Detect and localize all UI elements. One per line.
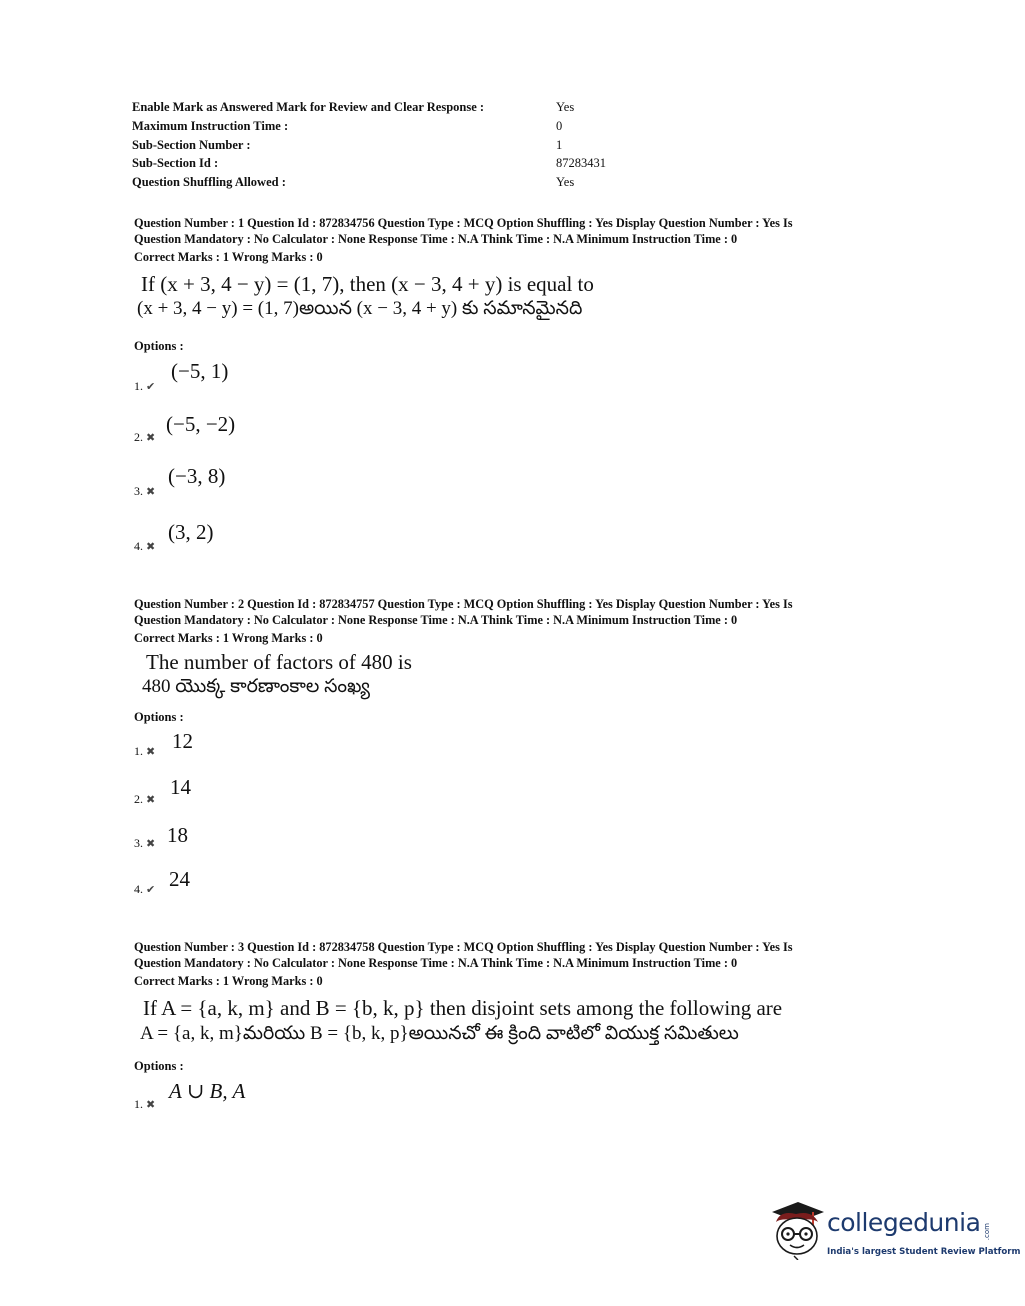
cross-icon: ✖ [146,541,156,553]
question-1-header-line2: Question Mandatory : No Calculator : None Response Time : N.A Think Time : N.A Minimum Instruction Time : 0 [134,232,738,246]
meta-label-sub-section-number: Sub-Section Number : [132,138,251,152]
question-1-option-4 [134,537,155,555]
question-3-header-line2: Question Mandatory : No Calculator : None Response Time : N.A Think Time : N.A Minimum Instruction Time : 0 [134,956,738,970]
question-3-options-label: Options : [134,1059,184,1073]
question-1-header-line1: Question Number : 1 Question Id : 872834756 Question Type : MCQ Option Shuffling : Yes Display Question Number : Yes Is [134,216,793,230]
cross-icon: ✖ [146,794,156,806]
question-1-text-english: If (x + 3, 4 − y) = (1, 7), then (x − 3, 4 + y) is equal to [141,272,594,296]
cross-icon: ✖ [146,432,156,444]
cross-icon: ✖ [146,486,156,498]
option-number: 1. [134,744,143,758]
question-1-option-1-value: (−5, 1) [171,359,229,383]
meta-value-question-shuffling: Yes [556,175,575,189]
question-3-header-line1: Question Number : 3 Question Id : 872834758 Question Type : MCQ Option Shuffling : Yes Display Question Number : Yes Is [134,940,793,954]
question-2-option-1 [134,742,155,760]
question-3-text-telugu: A = {a, k, m}మరియు B = {b, k, p}అయినచో ఈ క్రింది వాటిలో వియుక్త సమితులు [140,1023,739,1044]
question-2-option-2 [134,790,155,808]
option-number: 1. [134,379,143,393]
meta-value-sub-section-number: 1 [556,138,563,152]
cross-icon: ✖ [146,1099,156,1111]
question-2-option-4 [134,880,155,898]
meta-label-sub-section-id: Sub-Section Id : [132,156,219,170]
meta-label-question-shuffling: Question Shuffling Allowed : [132,175,286,189]
question-2-header-line1: Question Number : 2 Question Id : 872834757 Question Type : MCQ Option Shuffling : Yes Display Question Number : Yes Is [134,597,793,611]
check-icon: ✔ [146,884,156,896]
question-2-header [134,596,894,646]
cross-icon: ✖ [146,746,156,758]
question-1-marks: Correct Marks : 1 Wrong Marks : 0 [134,250,323,264]
collegedunia-logo-suffix: .com [983,1223,991,1241]
meta-value-sub-section-id: 87283431 [556,156,606,170]
meta-value-mark-answered: Yes [556,100,575,114]
meta-label-mark-answered: Enable Mark as Answered Mark for Review and Clear Response : [132,100,485,114]
question-2-text-telugu: 480 యొక్క కారణాంకాల సంఖ్య [142,676,370,697]
question-2-option-3-value: 18 [167,823,188,847]
question-3-option-1-value: A ∪ B, A [169,1079,246,1103]
question-1-options-label: Options : [134,339,184,353]
option-number: 2. [134,792,143,806]
question-1-text-telugu: (x + 3, 4 − y) = (1, 7)అయిన (x − 3, 4 + y) కు సమానమైనది [137,298,583,319]
collegedunia-tagline: India's largest Student Review Platform [827,1247,1021,1257]
option-number: 4. [134,882,143,896]
question-3-text-english: If A = {a, k, m} and B = {b, k, p} then disjoint sets among the following are [143,996,783,1020]
check-icon: ✔ [146,381,156,393]
cross-icon: ✖ [146,838,156,850]
question-2-header-line2: Question Mandatory : No Calculator : None Response Time : N.A Think Time : N.A Minimum Instruction Time : 0 [134,613,738,627]
question-1-option-2 [134,428,155,446]
collegedunia-mascot-icon [768,1198,826,1260]
question-3-option-1 [134,1095,155,1113]
question-3-header [134,939,894,989]
question-2-text-english: The number of factors of 480 is [146,650,412,674]
option-number: 1. [134,1097,143,1111]
question-2-option-4-value: 24 [169,867,190,891]
meta-label-max-instruction-time: Maximum Instruction Time : [132,119,289,133]
question-1-option-3 [134,482,155,500]
option-number: 3. [134,484,143,498]
option-number: 4. [134,539,143,553]
question-1-option-1 [134,377,155,395]
question-2-options-label: Options : [134,710,184,724]
collegedunia-logo-text: collegedunia [827,1208,981,1237]
option-number: 3. [134,836,143,850]
question-1-option-3-value: (−3, 8) [168,464,226,488]
question-1-option-4-value: (3, 2) [168,520,214,544]
question-3-marks: Correct Marks : 1 Wrong Marks : 0 [134,974,323,988]
question-2-option-1-value: 12 [172,729,193,753]
question-2-marks: Correct Marks : 1 Wrong Marks : 0 [134,631,323,645]
question-1-option-2-value: (−5, −2) [166,412,236,436]
meta-value-max-instruction-time: 0 [556,119,563,133]
option-number: 2. [134,430,143,444]
question-1-header [134,215,894,265]
question-2-option-3 [134,834,155,852]
question-2-option-2-value: 14 [170,775,191,799]
